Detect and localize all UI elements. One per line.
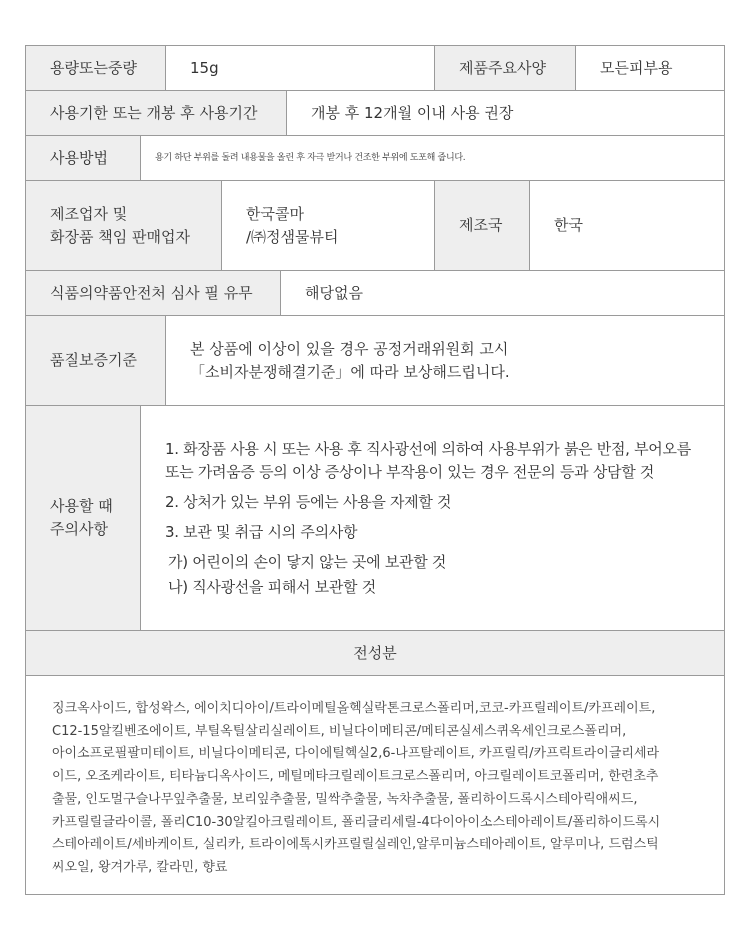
quality-value	[166, 316, 724, 405]
caution-item-3b: 나) 직사광선을 피해서 보관할 것	[168, 577, 376, 596]
usage-value: 용기 하단 부위를 돌려 내용물을 올린 후 자극 받거나 건조한 부위에 도포해 줍니다.	[155, 152, 466, 163]
expiry-label: 사용기한 또는 개봉 후 사용기간	[26, 91, 287, 135]
caution-label-line-1: 사용할 때	[50, 497, 113, 515]
mfds-value: 해당없음	[305, 283, 363, 302]
maker-value	[222, 181, 435, 270]
ingredients-text	[26, 676, 724, 894]
usage-label: 사용방법	[26, 136, 141, 180]
row-usage	[26, 136, 724, 181]
mfds-label: 식품의약품안전처 심사 필 유무	[26, 271, 281, 315]
product-info-table	[25, 45, 725, 895]
caution-item-1b: 또는 가려움증 등의 이상 증상이나 부작용이 있는 경우 전문의 등과 상담할 것	[165, 462, 655, 481]
row-ingredients	[26, 676, 724, 894]
maker-label-line-2: 화장품 책임 판매업자	[50, 227, 190, 246]
ingredients-line: 카프릴릴글라이콜, 폴리C10-30알킬아크릴레이트, 폴리글리세릴-4다이아이소스테아레이트/폴리하이드록시	[52, 814, 661, 830]
country-label: 제조국	[434, 181, 530, 270]
ingredients-line: 이드, 오조케라이트, 티타늄디옥사이드, 메틸메타크릴레이트크로스폴리머, 아크릴레이트코폴리머, 한련초추	[52, 769, 659, 785]
spec-label: 제품주요사양	[434, 46, 576, 90]
maker-value-line-1: 한국콜마	[246, 204, 304, 223]
country-value: 한국	[554, 216, 583, 234]
caution-label	[26, 406, 141, 630]
expiry-value: 개봉 후 12개월 이내 사용 권장	[311, 103, 514, 122]
row-capacity	[26, 46, 724, 91]
ingredients-line: 출물, 인도멀구슬나무잎추출물, 보리잎추출물, 밀싹추출물, 녹차추출물, 폴리하이드록시스테아릭애씨드,	[52, 791, 638, 807]
row-ingredients-header	[26, 631, 724, 676]
maker-label-line-1: 제조업자 및	[50, 204, 128, 223]
spec-value: 모든피부용	[600, 58, 673, 77]
capacity-label: 용량또는중량	[26, 46, 166, 90]
row-caution	[26, 406, 724, 631]
row-maker	[26, 181, 724, 271]
row-mfds	[26, 271, 724, 316]
row-quality	[26, 316, 724, 406]
ingredients-header: 전성분	[26, 631, 724, 675]
row-expiry	[26, 91, 724, 136]
ingredients-line: 씨오일, 왕겨가루, 칼라민, 향료	[52, 859, 228, 875]
quality-label: 품질보증기준	[26, 316, 166, 405]
capacity-value: 15g	[190, 58, 219, 77]
caution-item-1a: 1. 화장품 사용 시 또는 사용 후 직사광선에 의하여 사용부위가 붉은 반점, 부어오름	[165, 439, 691, 458]
quality-line-2: 「소비자분쟁해결기준」에 따라 보상해드립니다.	[190, 362, 510, 381]
caution-item-2: 2. 상처가 있는 부위 등에는 사용을 자제할 것	[165, 492, 452, 511]
caution-item-3: 3. 보관 및 취급 시의 주의사항	[165, 522, 358, 541]
quality-line-1: 본 상품에 이상이 있을 경우 공정거래위원회 고시	[190, 339, 509, 358]
ingredients-line: 스테아레이트/세바케이트, 실리카, 트라이에톡시카프릴릴실레인,알루미늄스테아레이트, 알루미나, 드럼스틱	[52, 837, 659, 853]
maker-label	[26, 181, 222, 270]
ingredients-line: C12-15알킬벤조에이트, 부틸옥틸살리실레이트, 비닐다이메티콘/메티콘실세스퀴옥세인크로스폴리머,	[52, 723, 627, 739]
maker-value-line-2: /㈜정샘물뷰티	[246, 227, 339, 246]
ingredients-line: 아이소프로필팔미테이트, 비닐다이메티콘, 다이에틸헥실2,6-나프탈레이트, 카프릴릭/카프릭트라이글리세라	[52, 746, 660, 762]
caution-item-3a: 가) 어린이의 손이 닿지 않는 곳에 보관할 것	[168, 552, 447, 571]
caution-label-line-2: 주의사항	[50, 520, 108, 538]
caution-list	[141, 406, 724, 630]
ingredients-line: 징크옥사이드, 합성왁스, 에이치디아이/트라이메틸올헥실락톤크로스폴리머,코코-카프릴레이트/카프레이트,	[52, 701, 656, 716]
